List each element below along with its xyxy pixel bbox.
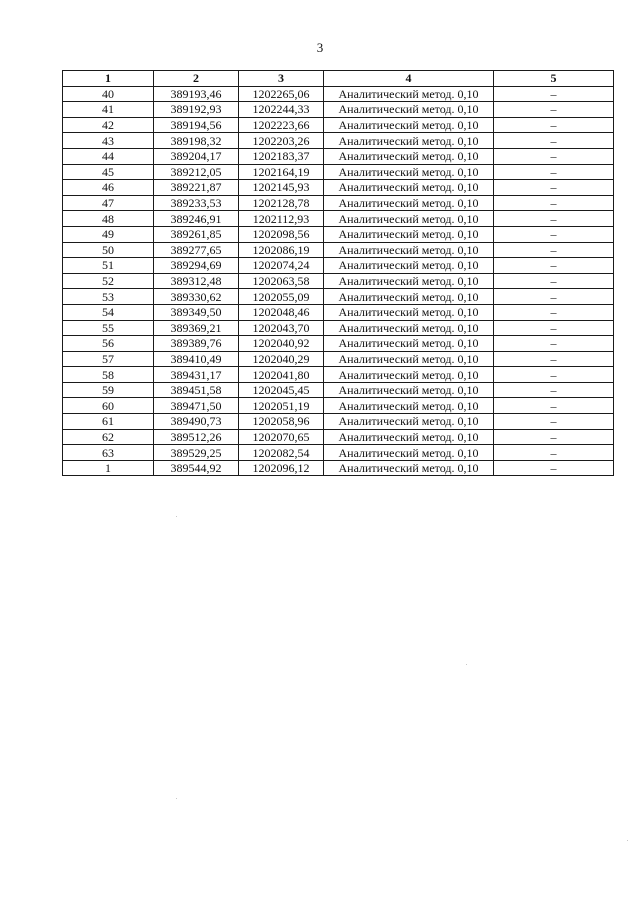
method-cell: Аналитический метод. 0,10 bbox=[324, 414, 494, 430]
x-coordinate-cell: 389233,53 bbox=[154, 195, 239, 211]
method-cell: Аналитический метод. 0,10 bbox=[324, 164, 494, 180]
point-number-cell: 45 bbox=[63, 164, 154, 180]
table-row bbox=[63, 273, 614, 289]
x-coordinate-cell: 389192,93 bbox=[154, 102, 239, 118]
table-row bbox=[63, 460, 614, 476]
coordinates-table bbox=[62, 70, 614, 476]
header-cell-1: 1 bbox=[63, 71, 154, 87]
note-cell: – bbox=[494, 289, 614, 305]
x-coordinate-cell: 389246,91 bbox=[154, 211, 239, 227]
point-number-cell: 48 bbox=[63, 211, 154, 227]
x-coordinate-cell: 389294,69 bbox=[154, 258, 239, 274]
x-coordinate-cell: 389198,32 bbox=[154, 133, 239, 149]
point-number-cell: 43 bbox=[63, 133, 154, 149]
table-row bbox=[63, 148, 614, 164]
method-cell: Аналитический метод. 0,10 bbox=[324, 195, 494, 211]
point-number-cell: 46 bbox=[63, 180, 154, 196]
method-cell: Аналитический метод. 0,10 bbox=[324, 117, 494, 133]
table-row bbox=[63, 180, 614, 196]
x-coordinate-cell: 389277,65 bbox=[154, 242, 239, 258]
y-coordinate-cell: 1202063,58 bbox=[239, 273, 324, 289]
table-row bbox=[63, 304, 614, 320]
method-cell: Аналитический метод. 0,10 bbox=[324, 336, 494, 352]
method-cell: Аналитический метод. 0,10 bbox=[324, 382, 494, 398]
note-cell: – bbox=[494, 460, 614, 476]
point-number-cell: 40 bbox=[63, 86, 154, 102]
x-coordinate-cell: 389431,17 bbox=[154, 367, 239, 383]
table-row bbox=[63, 86, 614, 102]
y-coordinate-cell: 1202096,12 bbox=[239, 460, 324, 476]
point-number-cell: 55 bbox=[63, 320, 154, 336]
y-coordinate-cell: 1202244,33 bbox=[239, 102, 324, 118]
point-number-cell: 61 bbox=[63, 414, 154, 430]
y-coordinate-cell: 1202055,09 bbox=[239, 289, 324, 305]
y-coordinate-cell: 1202040,92 bbox=[239, 336, 324, 352]
x-coordinate-cell: 389330,62 bbox=[154, 289, 239, 305]
table-row bbox=[63, 195, 614, 211]
y-coordinate-cell: 1202145,93 bbox=[239, 180, 324, 196]
point-number-cell: 53 bbox=[63, 289, 154, 305]
table-row bbox=[63, 226, 614, 242]
note-cell: – bbox=[494, 273, 614, 289]
point-number-cell: 62 bbox=[63, 429, 154, 445]
y-coordinate-cell: 1202112,93 bbox=[239, 211, 324, 227]
scan-speck bbox=[176, 798, 177, 799]
scan-speck bbox=[466, 664, 467, 665]
note-cell: – bbox=[494, 367, 614, 383]
method-cell: Аналитический метод. 0,10 bbox=[324, 289, 494, 305]
note-cell: – bbox=[494, 398, 614, 414]
point-number-cell: 63 bbox=[63, 445, 154, 461]
method-cell: Аналитический метод. 0,10 bbox=[324, 133, 494, 149]
y-coordinate-cell: 1202048,46 bbox=[239, 304, 324, 320]
table-row bbox=[63, 414, 614, 430]
x-coordinate-cell: 389194,56 bbox=[154, 117, 239, 133]
method-cell: Аналитический метод. 0,10 bbox=[324, 148, 494, 164]
note-cell: – bbox=[494, 102, 614, 118]
x-coordinate-cell: 389369,21 bbox=[154, 320, 239, 336]
note-cell: – bbox=[494, 445, 614, 461]
table-row bbox=[63, 351, 614, 367]
header-cell-4: 4 bbox=[324, 71, 494, 87]
header-row bbox=[63, 71, 614, 87]
y-coordinate-cell: 1202082,54 bbox=[239, 445, 324, 461]
y-coordinate-cell: 1202086,19 bbox=[239, 242, 324, 258]
note-cell: – bbox=[494, 242, 614, 258]
note-cell: – bbox=[494, 429, 614, 445]
x-coordinate-cell: 389193,46 bbox=[154, 86, 239, 102]
method-cell: Аналитический метод. 0,10 bbox=[324, 304, 494, 320]
table-row bbox=[63, 211, 614, 227]
x-coordinate-cell: 389471,50 bbox=[154, 398, 239, 414]
y-coordinate-cell: 1202203,26 bbox=[239, 133, 324, 149]
method-cell: Аналитический метод. 0,10 bbox=[324, 102, 494, 118]
method-cell: Аналитический метод. 0,10 bbox=[324, 226, 494, 242]
page-number: 3 bbox=[316, 40, 324, 55]
method-cell: Аналитический метод. 0,10 bbox=[324, 460, 494, 476]
note-cell: – bbox=[494, 86, 614, 102]
point-number-cell: 56 bbox=[63, 336, 154, 352]
note-cell: – bbox=[494, 226, 614, 242]
note-cell: – bbox=[494, 336, 614, 352]
point-number-cell: 49 bbox=[63, 226, 154, 242]
y-coordinate-cell: 1202164,19 bbox=[239, 164, 324, 180]
point-number-cell: 58 bbox=[63, 367, 154, 383]
point-number-cell: 57 bbox=[63, 351, 154, 367]
y-coordinate-cell: 1202074,24 bbox=[239, 258, 324, 274]
x-coordinate-cell: 389349,50 bbox=[154, 304, 239, 320]
x-coordinate-cell: 389212,05 bbox=[154, 164, 239, 180]
y-coordinate-cell: 1202098,56 bbox=[239, 226, 324, 242]
table-body bbox=[63, 86, 614, 476]
scan-speck bbox=[627, 840, 628, 841]
y-coordinate-cell: 1202045,45 bbox=[239, 382, 324, 398]
method-cell: Аналитический метод. 0,10 bbox=[324, 180, 494, 196]
header-cell-2: 2 bbox=[154, 71, 239, 87]
point-number-cell: 42 bbox=[63, 117, 154, 133]
method-cell: Аналитический метод. 0,10 bbox=[324, 211, 494, 227]
y-coordinate-cell: 1202183,37 bbox=[239, 148, 324, 164]
table-row bbox=[63, 445, 614, 461]
note-cell: – bbox=[494, 164, 614, 180]
table-row bbox=[63, 102, 614, 118]
table-row bbox=[63, 164, 614, 180]
table-row bbox=[63, 133, 614, 149]
header-cell-3: 3 bbox=[239, 71, 324, 87]
point-number-cell: 54 bbox=[63, 304, 154, 320]
y-coordinate-cell: 1202128,78 bbox=[239, 195, 324, 211]
method-cell: Аналитический метод. 0,10 bbox=[324, 242, 494, 258]
x-coordinate-cell: 389312,48 bbox=[154, 273, 239, 289]
point-number-cell: 47 bbox=[63, 195, 154, 211]
method-cell: Аналитический метод. 0,10 bbox=[324, 398, 494, 414]
method-cell: Аналитический метод. 0,10 bbox=[324, 258, 494, 274]
note-cell: – bbox=[494, 195, 614, 211]
note-cell: – bbox=[494, 180, 614, 196]
table-row bbox=[63, 382, 614, 398]
point-number-cell: 59 bbox=[63, 382, 154, 398]
table-row bbox=[63, 289, 614, 305]
note-cell: – bbox=[494, 117, 614, 133]
method-cell: Аналитический метод. 0,10 bbox=[324, 320, 494, 336]
x-coordinate-cell: 389529,25 bbox=[154, 445, 239, 461]
x-coordinate-cell: 389261,85 bbox=[154, 226, 239, 242]
note-cell: – bbox=[494, 211, 614, 227]
note-cell: – bbox=[494, 414, 614, 430]
x-coordinate-cell: 389451,58 bbox=[154, 382, 239, 398]
table-row bbox=[63, 367, 614, 383]
point-number-cell: 44 bbox=[63, 148, 154, 164]
y-coordinate-cell: 1202041,80 bbox=[239, 367, 324, 383]
scan-speck bbox=[176, 516, 177, 517]
y-coordinate-cell: 1202070,65 bbox=[239, 429, 324, 445]
table-row bbox=[63, 258, 614, 274]
table-row bbox=[63, 242, 614, 258]
point-number-cell: 1 bbox=[63, 460, 154, 476]
x-coordinate-cell: 389204,17 bbox=[154, 148, 239, 164]
x-coordinate-cell: 389410,49 bbox=[154, 351, 239, 367]
method-cell: Аналитический метод. 0,10 bbox=[324, 367, 494, 383]
y-coordinate-cell: 1202058,96 bbox=[239, 414, 324, 430]
method-cell: Аналитический метод. 0,10 bbox=[324, 273, 494, 289]
table-row bbox=[63, 320, 614, 336]
table-row bbox=[63, 336, 614, 352]
method-cell: Аналитический метод. 0,10 bbox=[324, 445, 494, 461]
note-cell: – bbox=[494, 258, 614, 274]
x-coordinate-cell: 389490,73 bbox=[154, 414, 239, 430]
method-cell: Аналитический метод. 0,10 bbox=[324, 86, 494, 102]
x-coordinate-cell: 389544,92 bbox=[154, 460, 239, 476]
header-cell-5: 5 bbox=[494, 71, 614, 87]
note-cell: – bbox=[494, 304, 614, 320]
table-row bbox=[63, 429, 614, 445]
y-coordinate-cell: 1202043,70 bbox=[239, 320, 324, 336]
note-cell: – bbox=[494, 382, 614, 398]
point-number-cell: 50 bbox=[63, 242, 154, 258]
x-coordinate-cell: 389389,76 bbox=[154, 336, 239, 352]
y-coordinate-cell: 1202051,19 bbox=[239, 398, 324, 414]
note-cell: – bbox=[494, 320, 614, 336]
y-coordinate-cell: 1202040,29 bbox=[239, 351, 324, 367]
method-cell: Аналитический метод. 0,10 bbox=[324, 429, 494, 445]
point-number-cell: 51 bbox=[63, 258, 154, 274]
y-coordinate-cell: 1202223,66 bbox=[239, 117, 324, 133]
x-coordinate-cell: 389512,26 bbox=[154, 429, 239, 445]
table-row bbox=[63, 398, 614, 414]
method-cell: Аналитический метод. 0,10 bbox=[324, 351, 494, 367]
note-cell: – bbox=[494, 148, 614, 164]
point-number-cell: 52 bbox=[63, 273, 154, 289]
point-number-cell: 60 bbox=[63, 398, 154, 414]
table-row bbox=[63, 117, 614, 133]
table-header bbox=[63, 71, 614, 87]
note-cell: – bbox=[494, 351, 614, 367]
note-cell: – bbox=[494, 133, 614, 149]
x-coordinate-cell: 389221,87 bbox=[154, 180, 239, 196]
y-coordinate-cell: 1202265,06 bbox=[239, 86, 324, 102]
point-number-cell: 41 bbox=[63, 102, 154, 118]
